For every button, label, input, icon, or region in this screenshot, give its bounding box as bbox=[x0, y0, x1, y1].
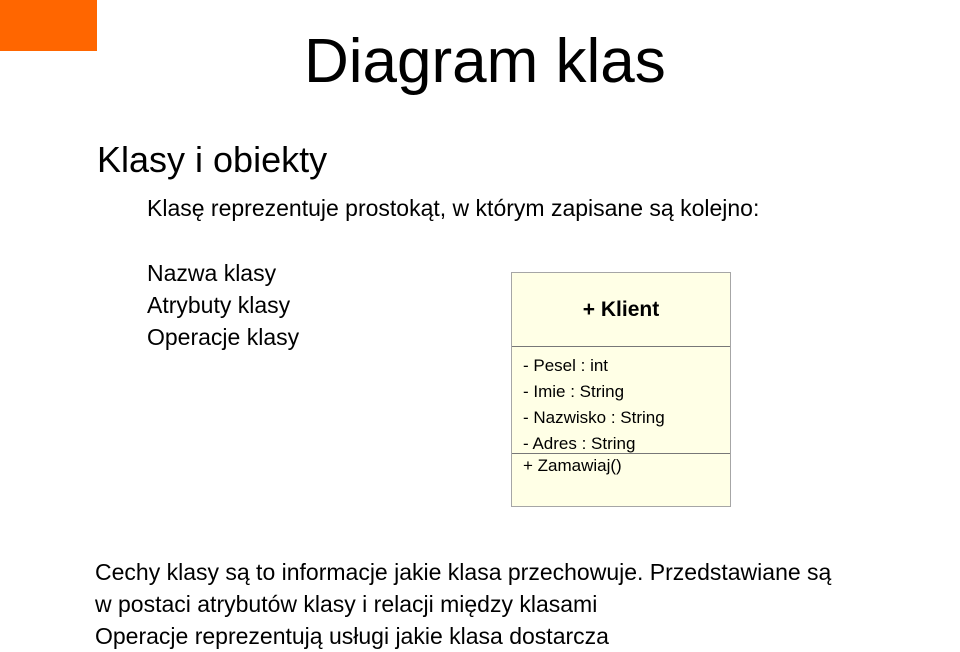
class-part-operations: Operacje klasy bbox=[147, 324, 300, 350]
description-line: Operacje reprezentują usługi jakie klasa dostarcza bbox=[95, 623, 609, 649]
uml-attributes-section bbox=[512, 347, 730, 454]
description-line: w postaci atrybutów klasy i relacji między klasami bbox=[95, 591, 598, 617]
class-part-attributes: Atrybuty klasy bbox=[147, 292, 291, 318]
description-text bbox=[95, 556, 831, 652]
uml-attribute: - Nazwisko : String bbox=[523, 408, 665, 427]
accent-block bbox=[0, 0, 97, 51]
uml-class-name: + Klient bbox=[512, 273, 730, 347]
uml-attribute: - Imie : String bbox=[523, 382, 625, 401]
uml-operation: + Zamawiaj() bbox=[523, 456, 622, 475]
class-parts-list bbox=[147, 257, 299, 353]
slide-title: Diagram klas bbox=[304, 27, 666, 96]
class-part-name: Nazwa klasy bbox=[147, 260, 277, 286]
uml-attribute: - Pesel : int bbox=[523, 356, 609, 375]
uml-attribute: - Adres : String bbox=[523, 434, 636, 453]
uml-class-box bbox=[511, 272, 731, 507]
description-line: Cechy klasy są to informacje jakie klasa przechowuje. Przedstawiane są bbox=[95, 559, 832, 585]
slide-subtitle: Klasy i obiekty bbox=[97, 139, 328, 180]
uml-operations-section bbox=[512, 454, 730, 478]
intro-text: Klasę reprezentuje prostokąt, w którym zapisane są kolejno: bbox=[147, 195, 760, 221]
